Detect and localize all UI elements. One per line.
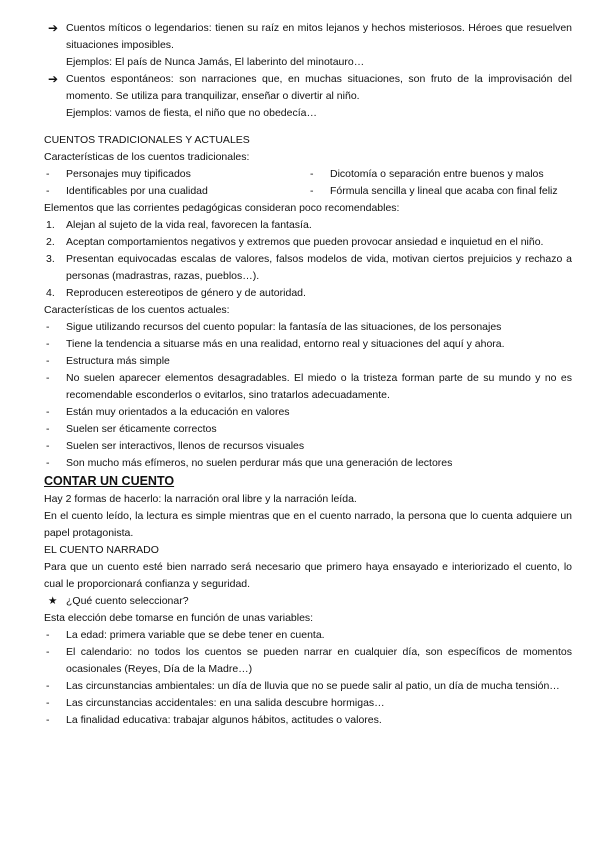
- list-item: - Dicotomía o separación entre buenos y malos: [308, 166, 572, 183]
- dash-marker: -: [46, 185, 50, 197]
- traditional-heading: Características de los cuentos tradicionales:: [44, 151, 250, 163]
- numbered-item: 2. Aceptan comportamientos negativos y extremos que pueden provocar ansiedad e inquietud en el niño.: [46, 236, 544, 248]
- numbered-item: 4. Reproducen estereotipos de género y de autoridad.: [46, 287, 306, 299]
- example-text: Ejemplos: vamos de fiesta, el niño que no obedecía…: [66, 107, 317, 119]
- traditional-list: [44, 166, 572, 200]
- list-item: - La edad: primera variable que se debe tener en cuenta.: [46, 629, 325, 641]
- not-recommended-heading: Elementos que las corrientes pedagógicas consideran poco recomendables:: [44, 202, 400, 214]
- contar-title: CONTAR UN CUENTO: [44, 474, 175, 488]
- arrow-item-text: Cuentos míticos o legendarios: tienen su raíz en mitos lejanos y hechos misteriosos. Héroes que resuelven situaciones imposibles.: [66, 22, 572, 51]
- list-item: - Personajes muy tipificados: [44, 166, 308, 183]
- numbered-item: 3. Presentan equivocadas escalas de valores, falsos modelos de vida, motivan ciertos prejuicios y rechazo a personas (madrastras, razas, pueblos…).: [46, 253, 572, 282]
- spacer: [44, 122, 572, 132]
- list-item: - Estructura más simple: [46, 355, 170, 367]
- arrow-item-spontaneous: [44, 71, 572, 105]
- section-title: CUENTOS TRADICIONALES Y ACTUALES: [44, 134, 250, 146]
- list-item: - Son mucho más efímeros, no suelen perdurar más que una generación de lectores: [46, 457, 453, 469]
- list-item: - Suelen ser interactivos, llenos de recursos visuales: [46, 440, 305, 452]
- narrado-paragraph: Para que un cuento esté bien narrado será necesario que primero haya ensayado e interiorizado el cuento, lo cual le proporcionará confianza y seguridad.: [44, 561, 572, 590]
- star-icon: ★: [48, 595, 58, 607]
- dash-marker: -: [310, 168, 314, 180]
- list-item: - Suelen ser éticamente correctos: [46, 423, 217, 435]
- list-item: - El calendario: no todos los cuentos se pueden narrar en cualquier día, son específicos de momentos ocasionales (Reyes, Día de la Madre…): [46, 646, 572, 675]
- contar-paragraph-1: Hay 2 formas de hacerlo: la narración oral libre y la narración leída.: [44, 493, 357, 505]
- arrow-item-text: Cuentos espontáneos: son narraciones que, en muchas situaciones, son fruto de la improvisación del momento. Se utiliza para tranquilizar, enseñar o divertir al niño.: [66, 73, 572, 102]
- star-question: ★ ¿Qué cuento seleccionar?: [44, 593, 572, 610]
- current-heading: Características de los cuentos actuales:: [44, 304, 230, 316]
- list-item: - Tiene la tendencia a situarse más en una realidad, entorno real y situaciones del aquí y ahora.: [46, 338, 505, 350]
- list-item: - Fórmula sencilla y lineal que acaba con final feliz: [308, 183, 572, 200]
- dash-marker: -: [310, 185, 314, 197]
- arrow-icon: ➔: [48, 21, 59, 35]
- list-item: - No suelen aparecer elementos desagradables. El miedo o la tristeza forman parte de su mundo y no es recomendable esconderlos o evitarlos, sino tratarlos adecuadamente.: [46, 372, 572, 401]
- list-item: - La finalidad educativa: trabajar algunos hábitos, actitudes o valores.: [46, 714, 382, 726]
- list-item: - Están muy orientados a la educación en valores: [46, 406, 290, 418]
- list-item: - Las circunstancias ambientales: un día de lluvia que no se puede salir al patio, un día de mucha tensión…: [46, 680, 560, 692]
- dash-marker: -: [46, 168, 50, 180]
- numbered-item: 1. Alejan al sujeto de la vida real, favorecen la fantasía.: [46, 219, 312, 231]
- list-item: - Identificables por una cualidad: [44, 183, 308, 200]
- narrado-title: EL CUENTO NARRADO: [44, 544, 159, 556]
- example-text: Ejemplos: El país de Nunca Jamás, El laberinto del minotauro…: [66, 56, 365, 68]
- arrow-item-myths: [44, 20, 572, 54]
- arrow-icon: ➔: [48, 72, 59, 86]
- list-item: - Sigue utilizando recursos del cuento popular: la fantasía de las situaciones, de los personajes: [46, 321, 502, 333]
- list-item: - Las circunstancias accidentales: en una salida descubre hormigas…: [46, 697, 385, 709]
- contar-paragraph-2: En el cuento leído, la lectura es simple mientras que en el cuento narrado, la persona que lo cuenta adquiere un papel protagonista.: [44, 510, 572, 539]
- variables-heading: Esta elección debe tomarse en función de unas variables:: [44, 612, 314, 624]
